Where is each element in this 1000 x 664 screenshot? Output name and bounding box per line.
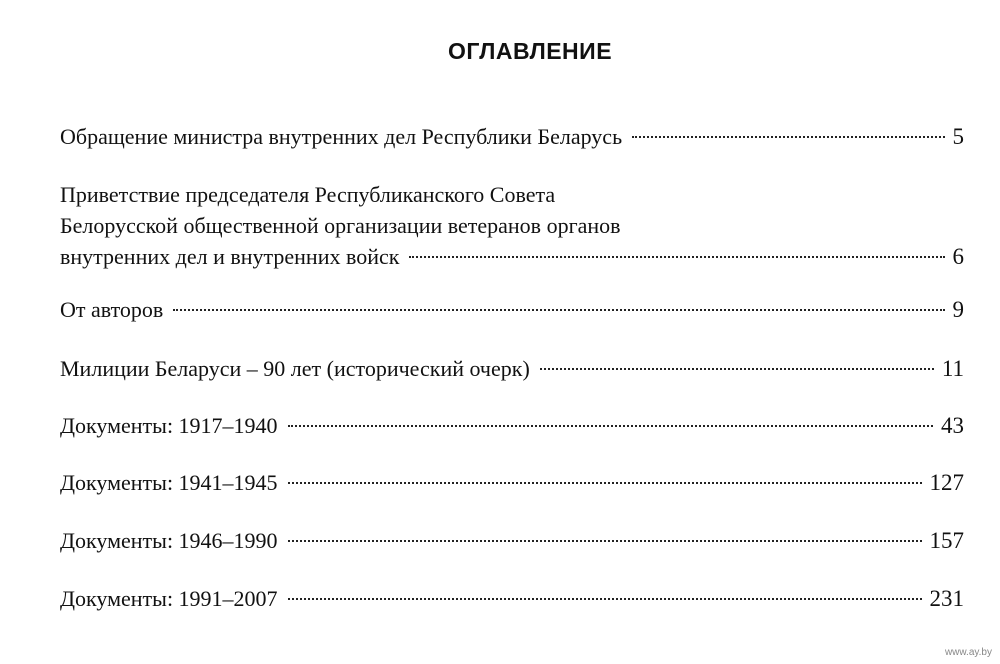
toc-entry-text: Документы: 1917–1940 xyxy=(60,413,278,438)
toc-entry-text: Документы: 1941–1945 xyxy=(60,470,278,495)
toc-entry-page: 9 xyxy=(952,297,964,322)
toc-entry-text: От авторов xyxy=(60,297,164,322)
toc-entry xyxy=(60,410,964,441)
toc-title: ОГЛАВЛЕНИЕ xyxy=(447,38,613,64)
toc-entry-page: 43 xyxy=(941,413,964,438)
toc-entry xyxy=(60,467,964,498)
toc-entry-text: Белорусской общественной организации ветеранов органов xyxy=(60,213,621,238)
toc-entry-text: внутренних дел и внутренних войск xyxy=(60,244,400,269)
toc-entry xyxy=(60,121,964,152)
dot-leader xyxy=(288,540,922,542)
dot-leader xyxy=(288,482,922,484)
toc-entry-page: 6 xyxy=(952,244,964,269)
toc-entry-page: 11 xyxy=(941,356,964,381)
toc-entry xyxy=(60,583,964,614)
toc-entry-text: Приветствие председателя Республиканского Совета xyxy=(60,182,556,207)
toc-entry-page: 5 xyxy=(952,124,964,149)
toc-entry xyxy=(60,294,964,325)
toc-entry-page: 127 xyxy=(929,470,964,495)
dot-leader xyxy=(288,598,922,600)
toc-entry-page: 231 xyxy=(929,586,964,611)
watermark: www.ay.by xyxy=(944,647,992,658)
toc-entry-text: Обращение министра внутренних дел Республики Беларусь xyxy=(60,124,623,149)
toc-entry xyxy=(60,525,964,556)
toc-entry-text: Милиции Беларуси – 90 лет (исторический очерк) xyxy=(60,356,530,381)
toc-entry xyxy=(60,179,964,272)
dot-leader xyxy=(632,136,944,138)
dot-leader xyxy=(409,256,944,258)
dot-leader xyxy=(540,368,934,370)
dot-leader xyxy=(288,425,933,427)
toc-entry-text: Документы: 1946–1990 xyxy=(60,528,278,553)
toc-entry-page: 157 xyxy=(929,528,964,553)
toc-entry xyxy=(60,353,964,384)
dot-leader xyxy=(173,309,944,311)
toc-entry-text: Документы: 1991–2007 xyxy=(60,586,278,611)
